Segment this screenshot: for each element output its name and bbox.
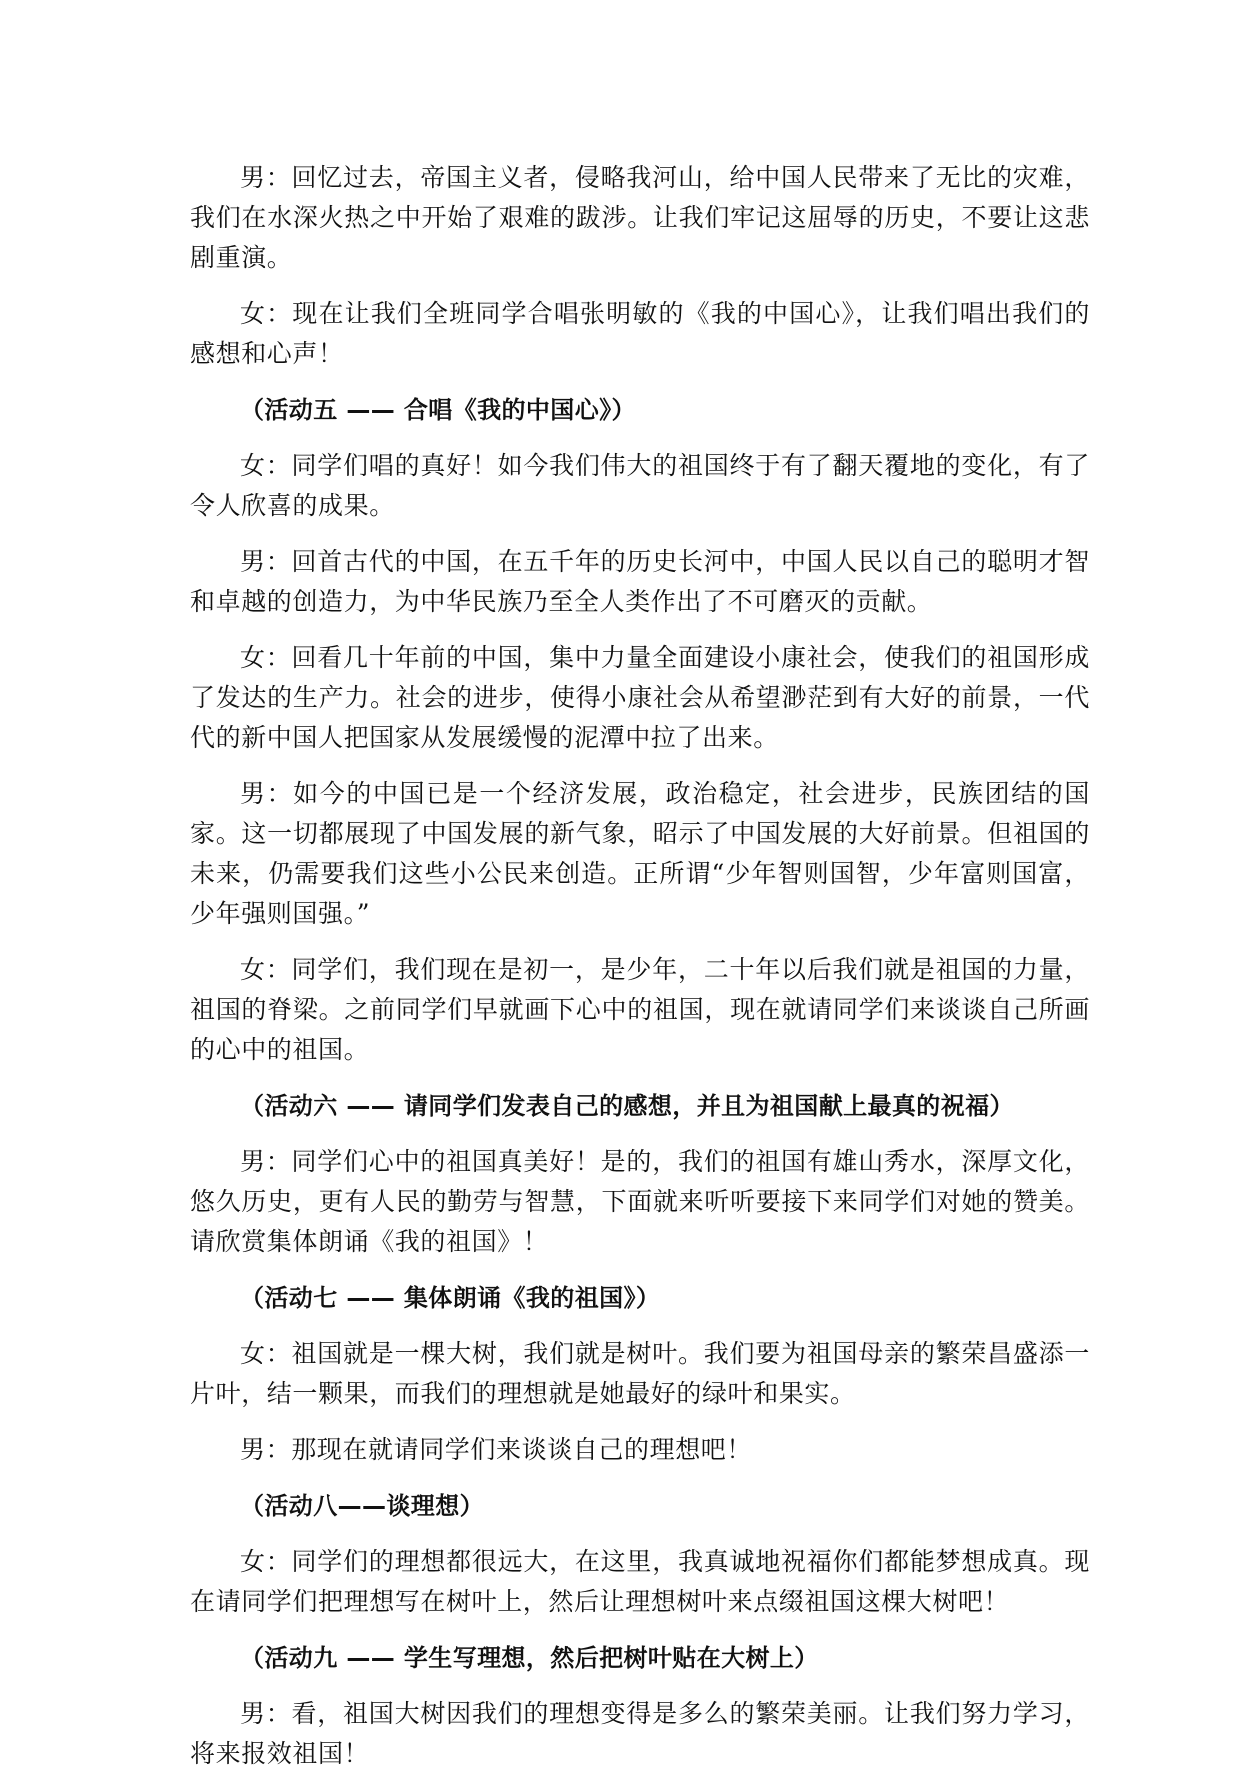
activity-heading: （活动七 —— 集体朗诵《我的祖国》） — [240, 1284, 661, 1312]
speech-paragraph: 男：回忆过去，帝国主义者，侵略我河山，给中国人民带来了无比的灾难，我们在水深火热之中开始了艰难的跋涉。让我们牢记这屈辱的历史，不要让这悲剧重演。 — [190, 163, 1090, 272]
speech-paragraph: 男：回首古代的中国，在五千年的历史长河中，中国人民以自己的聪明才智和卓越的创造力，为中华民族乃至全人类作出了不可磨灭的贡献。 — [190, 547, 1090, 616]
speech-paragraph: 男：那现在就请同学们来谈谈自己的理想吧！ — [240, 1435, 753, 1464]
speech-paragraph: 女：同学们唱的真好！如今我们伟大的祖国终于有了翻天覆地的变化，有了令人欣喜的成果。 — [190, 451, 1090, 520]
speech-paragraph: 男：看，祖国大树因我们的理想变得是多么的繁荣美丽。让我们努力学习，将来报效祖国！ — [190, 1699, 1090, 1768]
speech-paragraph: 男：同学们心中的祖国真美好！是的，我们的祖国有雄山秀水，深厚文化，悠久历史，更有人民的勤劳与智慧，下面就来听听要接下来同学们对她的赞美。请欣赏集体朗诵《我的祖国》！ — [190, 1147, 1090, 1256]
speech-paragraph: 女：祖国就是一棵大树，我们就是树叶。我们要为祖国母亲的繁荣昌盛添一片叶，结一颗果，而我们的理想就是她最好的绿叶和果实。 — [190, 1339, 1090, 1408]
speech-paragraph: 女：同学们，我们现在是初一，是少年，二十年以后我们就是祖国的力量，祖国的脊梁。之前同学们早就画下心中的祖国，现在就请同学们来谈谈自己所画的心中的祖国。 — [190, 955, 1090, 1064]
script-body — [190, 158, 1090, 1790]
activity-heading: （活动六 —— 请同学们发表自己的感想，并且为祖国献上最真的祝福） — [240, 1092, 1014, 1120]
speech-paragraph: 女：现在让我们全班同学合唱张明敏的《我的中国心》，让我们唱出我们的感想和心声！ — [190, 299, 1090, 368]
activity-heading: （活动五 —— 合唱《我的中国心》） — [240, 396, 636, 424]
speech-paragraph: 男：如今的中国已是一个经济发展，政治稳定，社会进步，民族团结的国家。这一切都展现了中国发展的新气象，昭示了中国发展的大好前景。但祖国的未来，仍需要我们这些小公民来创造。正所谓“少年智则国智，少年富则国富，少年强则国强。” — [190, 779, 1090, 928]
speech-paragraph: 女：同学们的理想都很远大，在这里，我真诚地祝福你们都能梦想成真。现在请同学们把理想写在树叶上，然后让理想树叶来点缀祖国这棵大树吧！ — [190, 1547, 1090, 1616]
activity-heading: （活动八——谈理想） — [240, 1492, 484, 1520]
activity-heading: （活动九 —— 学生写理想，然后把树叶贴在大树上） — [240, 1644, 819, 1672]
speech-paragraph: 女：回看几十年前的中国，集中力量全面建设小康社会，使我们的祖国形成了发达的生产力。社会的进步，使得小康社会从希望渺茫到有大好的前景，一代代的新中国人把国家从发展缓慢的泥潭中拉了出来。 — [190, 643, 1090, 752]
